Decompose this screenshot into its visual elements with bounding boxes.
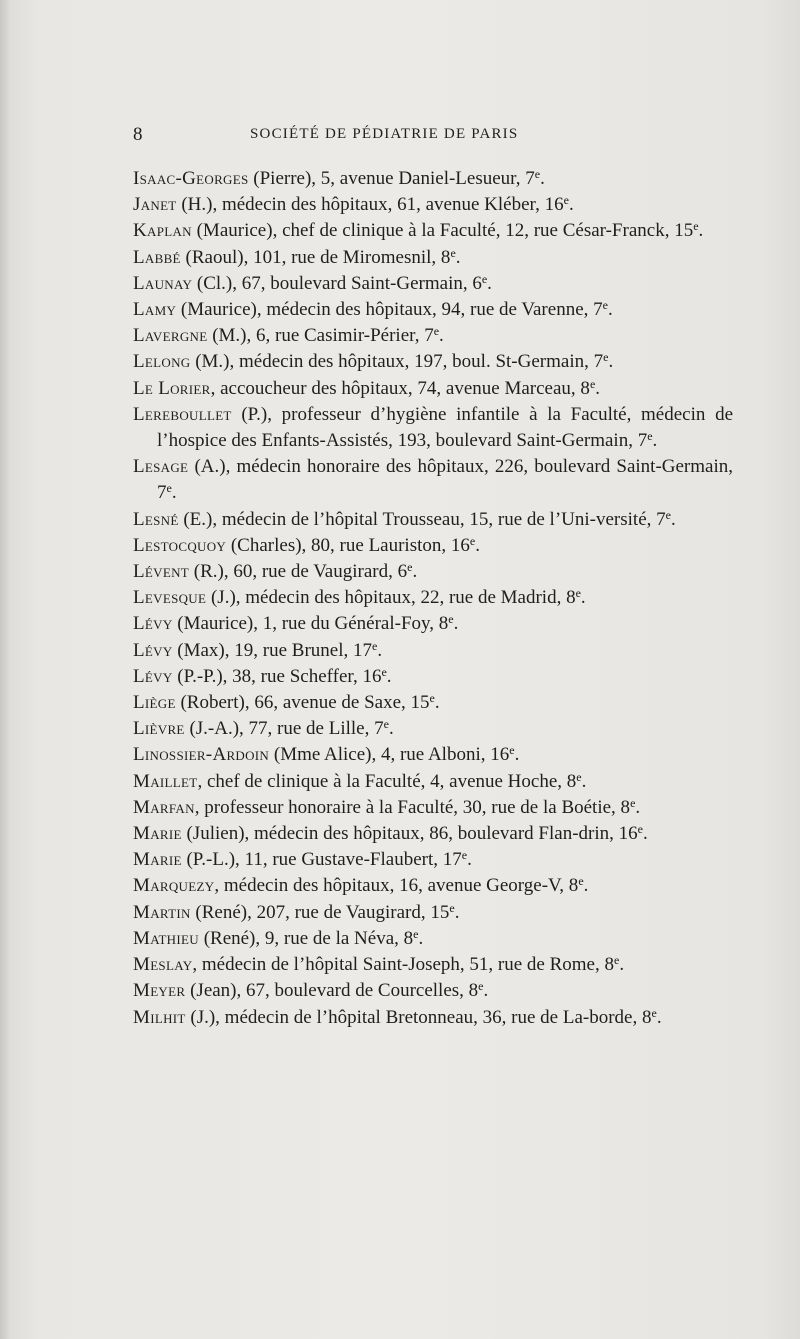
arrondissement-suffix: e [665,507,671,522]
entry-end-punctuation: . [581,770,587,792]
entry-end-punctuation: . [455,246,461,268]
entry-end-punctuation: . [388,718,394,740]
member-entry [133,952,733,978]
member-name: Lesage [133,456,189,478]
member-entry [133,795,733,821]
member-details: (P.), professeur d’hygiène infantile à la Faculté, médecin de l’hospice des Enfants-Assistés, 193, boulevard Saint-Germain, 7 [157,403,733,452]
entry-end-punctuation: . [453,613,459,635]
member-details: (Maurice), chef de clinique à la Faculté, 12, rue César-Franck, 15 [191,220,694,242]
running-title: SOCIÉTÉ DE PÉDIATRIE DE PARIS [250,126,519,142]
member-name: Meyer [133,980,186,1002]
member-entry [133,245,733,271]
entry-end-punctuation: . [483,980,489,1002]
arrondissement-suffix: e [563,193,569,208]
member-entry [133,742,733,768]
member-entry [133,1005,733,1031]
member-details: (H.), médecin des hôpitaux, 61, avenue Kléber, 16 [176,194,564,216]
arrondissement-suffix: e [166,481,172,496]
entry-end-punctuation: . [656,1006,662,1028]
member-name: Lévent [133,561,190,583]
arrondissement-suffix: e [429,691,435,706]
member-entry [133,533,733,559]
member-name: Janet [133,194,177,216]
arrondissement-suffix: e [534,167,541,181]
arrondissement-suffix: e [478,979,484,994]
member-details: (Mme Alice), 4, rue Alboni, 16 [269,744,510,766]
member-name: Lévy [133,639,173,661]
member-name: Isaac-Georges [133,168,249,189]
member-details: (René), 207, rue de Vaugirard, 15 [190,901,450,923]
member-entry [133,402,733,454]
entry-end-punctuation: . [540,168,545,189]
member-name: Milhit [133,1006,186,1028]
arrondissement-suffix: e [381,664,387,679]
arrondissement-suffix: e [651,1005,657,1020]
arrondissement-suffix: e [383,717,389,732]
arrondissement-suffix: e [413,926,419,941]
member-entry [133,821,733,847]
member-details: (M.), médecin des hôpitaux, 197, boul. St-Germain, 7 [190,351,604,373]
member-name: Marie [133,849,182,871]
member-name: Meslay [133,954,193,976]
member-name: Marie [133,823,182,845]
member-name: Linossier-Ardoin [133,744,270,766]
member-details: , médecin des hôpitaux, 16, avenue George-V, 8 [214,875,579,897]
member-details: (Pierre), 5, avenue Daniel-Lesueur, 7 [248,168,535,189]
arrondissement-suffix: e [637,822,643,837]
member-details: , médecin de l’hôpital Saint-Joseph, 51, rue de Rome, 8 [192,954,614,976]
arrondissement-suffix: e [614,953,620,968]
member-name: Lavergne [133,325,208,347]
member-name: Lelong [133,351,191,373]
member-name: Levesque [133,587,207,609]
member-details: (P.-P.), 38, rue Scheffer, 16 [172,665,382,687]
member-name: Martin [133,901,191,923]
member-name: Kaplan [133,220,192,242]
member-details: (Maurice), médecin des hôpitaux, 94, rue de Varenne, 7 [176,299,603,321]
arrondissement-suffix: e [602,298,608,313]
member-details: (Julien), médecin des hôpitaux, 86, boulevard Flan-drin, 16 [181,823,638,845]
member-details: (J.-A.), 77, rue de Lille, 7 [184,718,384,740]
member-name: Lévy [133,665,173,687]
page-header [133,124,733,150]
member-details: (René), 9, rue de la Néva, 8 [198,927,414,949]
arrondissement-suffix: e [372,638,378,653]
member-name: Lièvre [133,718,185,740]
member-entry [133,507,733,533]
member-entry [133,926,733,952]
member-name: Launay [133,272,193,294]
member-details: (R.), 60, rue de Vaugirard, 6 [189,561,408,583]
member-entry [133,716,733,742]
entry-end-punctuation: . [619,954,625,976]
arrondissement-suffix: e [589,376,596,391]
entry-end-punctuation: . [698,220,704,242]
arrondissement-suffix: e [576,769,582,784]
page-number: 8 [133,124,143,145]
entry-end-punctuation: . [580,587,586,609]
member-entry [133,297,733,323]
member-name: Marfan [133,796,195,818]
entry-end-punctuation: . [171,482,177,504]
entry-end-punctuation: . [583,875,589,897]
entry-end-punctuation: . [467,849,472,871]
member-name: Lereboullet [133,403,232,425]
entry-end-punctuation: . [418,927,424,949]
entry-end-punctuation: . [568,194,574,216]
member-list [133,166,733,1031]
entry-end-punctuation: . [595,377,601,399]
member-entry [133,847,733,873]
member-details: , professeur honoraire à la Faculté, 30, rue de la Boétie, 8 [194,796,631,818]
member-details: (E.), médecin de l’hôpital Trousseau, 15, rue de l’Uni-versité, 7 [178,508,666,530]
member-details: (M.), 6, rue Casimir-Périer, 7 [207,325,434,347]
member-entry [133,192,733,218]
arrondissement-suffix: e [449,900,455,915]
member-details: (J.), médecin de l’hôpital Bretonneau, 36, rue de La-borde, 8 [185,1006,652,1028]
arrondissement-suffix: e [647,429,653,444]
member-name: Liège [133,692,176,714]
entry-end-punctuation: . [608,351,614,373]
member-name: Lamy [133,299,177,321]
member-details: (Cl.), 67, boulevard Saint-Germain, 6 [192,272,482,294]
member-entry [133,585,733,611]
member-entry [133,769,733,795]
arrondissement-suffix: e [433,324,440,339]
member-entry [133,900,733,926]
member-details: (Max), 19, rue Brunel, 17 [172,639,372,661]
member-name: Lestocquoy [133,534,227,556]
member-entry [133,611,733,637]
member-details: (Charles), 80, rue Lauriston, 16 [226,534,470,556]
member-details: (Jean), 67, boulevard de Courcelles, 8 [185,980,479,1002]
entry-end-punctuation: . [434,692,440,714]
member-name: Mathieu [133,927,199,949]
member-entry [133,454,733,506]
arrondissement-suffix: e [448,612,454,627]
entry-end-punctuation: . [642,823,648,845]
member-details: (J.), médecin des hôpitaux, 22, rue de Madrid, 8 [206,587,576,609]
entry-end-punctuation: . [475,534,480,556]
member-details: , chef de clinique à la Faculté, 4, avenue Hoche, 8 [197,770,577,792]
member-name: Le Lorier [133,377,211,399]
arrondissement-suffix: e [461,848,468,863]
entry-end-punctuation: . [607,299,613,321]
arrondissement-suffix: e [630,795,636,810]
member-entry [133,873,733,899]
arrondissement-suffix: e [407,560,413,575]
entry-end-punctuation: . [439,325,444,347]
member-entry [133,376,733,402]
entry-end-punctuation: . [514,744,520,766]
member-entry [133,349,733,375]
member-entry [133,664,733,690]
member-details: (A.), médecin honoraire des hôpitaux, 226, boulevard Saint-Germain, 7 [157,456,733,504]
entry-end-punctuation: . [386,665,392,687]
arrondissement-suffix: e [693,219,699,234]
arrondissement-suffix: e [450,245,456,260]
entry-end-punctuation: . [454,901,460,923]
member-entry [133,978,733,1004]
member-name: Labbé [133,246,181,268]
member-entry [133,559,733,585]
member-name: Lesné [133,508,179,530]
entry-end-punctuation: . [377,639,383,661]
member-details: (Maurice), 1, rue du Général-Foy, 8 [172,613,449,635]
entry-end-punctuation: . [652,430,658,452]
member-name: Maillet [133,770,198,792]
member-entry [133,690,733,716]
member-details: (Robert), 66, avenue de Saxe, 15 [175,692,430,714]
member-entry [133,271,733,297]
arrondissement-suffix: e [575,586,581,601]
entry-end-punctuation: . [487,272,492,294]
member-entry [133,323,733,349]
member-entry [133,638,733,664]
arrondissement-suffix: e [578,874,584,889]
member-details: (P.-L.), 11, rue Gustave-Flaubert, 17 [181,849,462,871]
member-details: (Raoul), 101, rue de Miromesnil, 8 [180,246,451,268]
arrondissement-suffix: e [509,743,515,758]
member-name: Lévy [133,613,173,635]
entry-end-punctuation: . [670,508,676,530]
entry-end-punctuation: . [412,561,418,583]
member-entry [133,218,733,244]
member-name: Marquezy [133,875,215,897]
member-details: , accoucheur des hôpitaux, 74, avenue Marceau, 8 [210,377,590,399]
arrondissement-suffix: e [469,533,476,548]
page-gutter-shadow [0,0,10,1339]
entry-end-punctuation: . [635,796,641,818]
member-entry [133,166,733,192]
arrondissement-suffix: e [481,271,488,286]
arrondissement-suffix: e [603,350,609,365]
